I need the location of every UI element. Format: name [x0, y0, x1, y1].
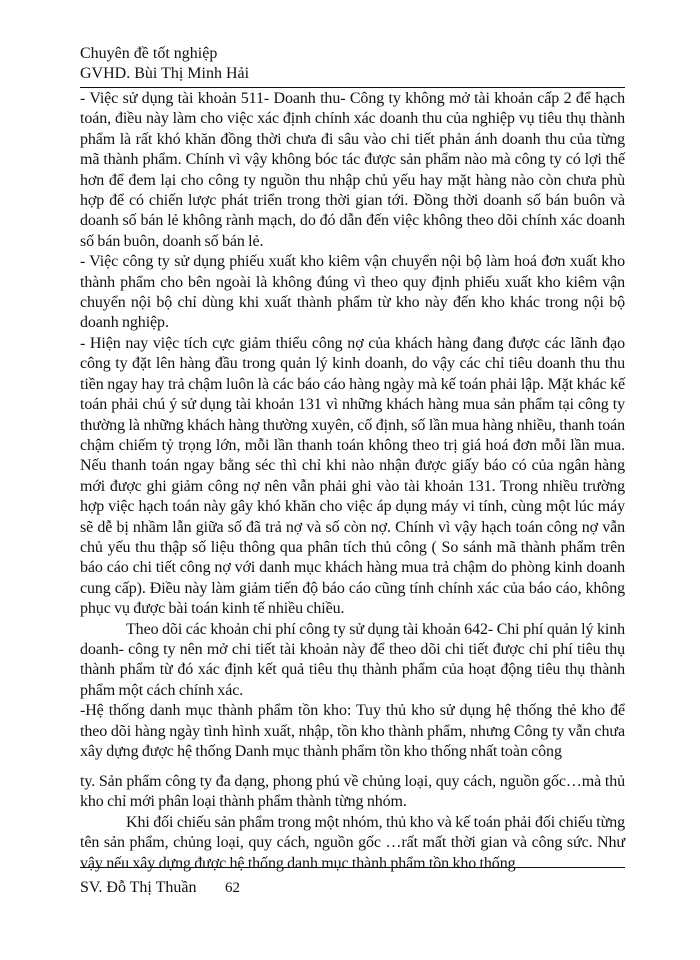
- page-number: 62: [225, 880, 240, 896]
- paragraph-account-511: - Việc sử dụng tài khoản 511- Doanh thu- Công ty không mở tài khoản cấp 2 để hạch toán, điều này làm cho việc xác định chính xác doanh thu của nghiệp vụ tiêu thụ thành phẩm là rất khó khăn đồng thời chưa đi sâu vào chi tiết phản ánh doanh thu của từng mã thành phẩm. Chính vì vậy không bóc tác được sản phẩm nào mà công ty có lợi thế hơn để đem lại cho công ty nguồn thu nhập chủ yếu hay mặt hàng nào còn chưa phù hợp để có chiến lược phát triển trong thời gian tới. Đồng thời doanh số bán buôn và doanh số bán lẻ không rành mạch, do đó dẫn đến việc không theo dõi chính xác doanh số bán buôn, doanh số bán lẻ.: [80, 90, 625, 250]
- paragraph-account-642: Theo dõi các khoản chi phí công ty sử dụng tài khoản 642- Chi phí quản lý kinh doanh- công ty nên mở chi tiết tài khoản này để theo dõi chi tiết được chi phí tiêu thụ thành phẩm từ đó xác định kết quả tiêu thụ thành phẩm của hoạt động tiêu thụ thành phẩm một cách chính xác.: [80, 620, 625, 699]
- footer-divider: [80, 867, 625, 868]
- supervisor-line: GVHD. Bùi Thị Minh Hải: [80, 65, 250, 82]
- document-title: Chuyên đề tốt nghiệp: [80, 45, 218, 62]
- header-divider: [80, 87, 625, 88]
- paragraph-inventory-catalog: -Hệ thống danh mục thành phẩm tồn kho: Tuy thủ kho sử dụng hệ thống thẻ kho để theo dõi hàng ngày tình hình xuất, nhập, tồn kho thành phẩm, nhưng Công ty vẫn chưa xây dựng được hệ thống Danh mục thành phẩm tồn kho thống nhất toàn công: [80, 702, 625, 760]
- paragraph-product-diversity: ty. Sản phẩm công ty đa dạng, phong phú về chủng loại, quy cách, nguồn gốc…mà thủ kho chỉ mới phân loại thành phẩm thành từng nhóm.: [80, 773, 625, 811]
- paragraph-reconciliation: Khi đối chiếu sản phẩm trong một nhóm, thủ kho và kế toán phải đối chiếu từng tên sản phẩm, chủng loại, quy cách, nguồn gốc …rất mất thời gian và công sức. Như vậy nếu xây dựng được hệ thống danh mục thành phẩm tồn kho thống: [80, 813, 625, 872]
- student-name: SV. Đỗ Thị Thuần: [80, 879, 197, 896]
- body-text-block-2: [80, 772, 625, 874]
- body-text-block-1: [80, 89, 625, 762]
- page-header: [80, 44, 625, 84]
- paragraph-internal-transfer-slip: - Việc công ty sử dụng phiếu xuất kho kiêm vận chuyển nội bộ làm hoá đơn xuất kho thành phẩm cho bên ngoài là không đúng vì theo quy định phiếu xuất kho kiêm vận chuyển nội bộ chỉ dùng khi xuất thành phẩm từ kho này đến kho khác trong nội bộ doanh nghiệp.: [80, 253, 625, 332]
- paragraph-customer-debt: - Hiện nay việc tích cực giảm thiểu công nợ của khách hàng đang được các lãnh đạo công ty đặt lên hàng đầu trong quản lý kinh doanh, do vậy các chỉ tiêu doanh thu thu tiền ngay hay trả chậm luôn là các báo cáo hàng ngày mà kế toán phải lập. Mặt khác kế toán phải chú ý sử dụng tài khoản 131 vì những khách hàng mua sản phẩm tại công ty thường là những khách hàng thường xuyên, cố định, số lần mua hàng nhiều, thanh toán chậm chiếm tỷ trọng lớn, mỗi lần thanh toán không theo trị giá hoá đơn mỗi lần mua. Nếu thanh toán ngay bằng séc thì chỉ khi nào nhận được giấy báo có của ngân hàng mới được ghi giảm công nợ nên vẫn phải ghi vào tài khoản 131. Trong nhiều trường hợp việc hạch toán này gây khó khăn cho việc áp dụng máy vi tính, cùng một lúc máy sẽ dễ bị nhầm lẫn giữa số đã trả nợ và số còn nợ. Chính vì vậy hạch toán công nợ vẫn chủ yếu thu thập số liệu thông qua phân tích thủ công ( So sánh mã thành phẩm trên báo cáo chi tiết công nợ với danh mục khách hàng mua trả chậm do phòng kinh doanh cung cấp). Điều này làm giảm tiến độ báo cáo cũng tính chính xác của báo cáo, không phục vụ được bài toán kinh tế nhiều chiều.: [80, 334, 625, 618]
